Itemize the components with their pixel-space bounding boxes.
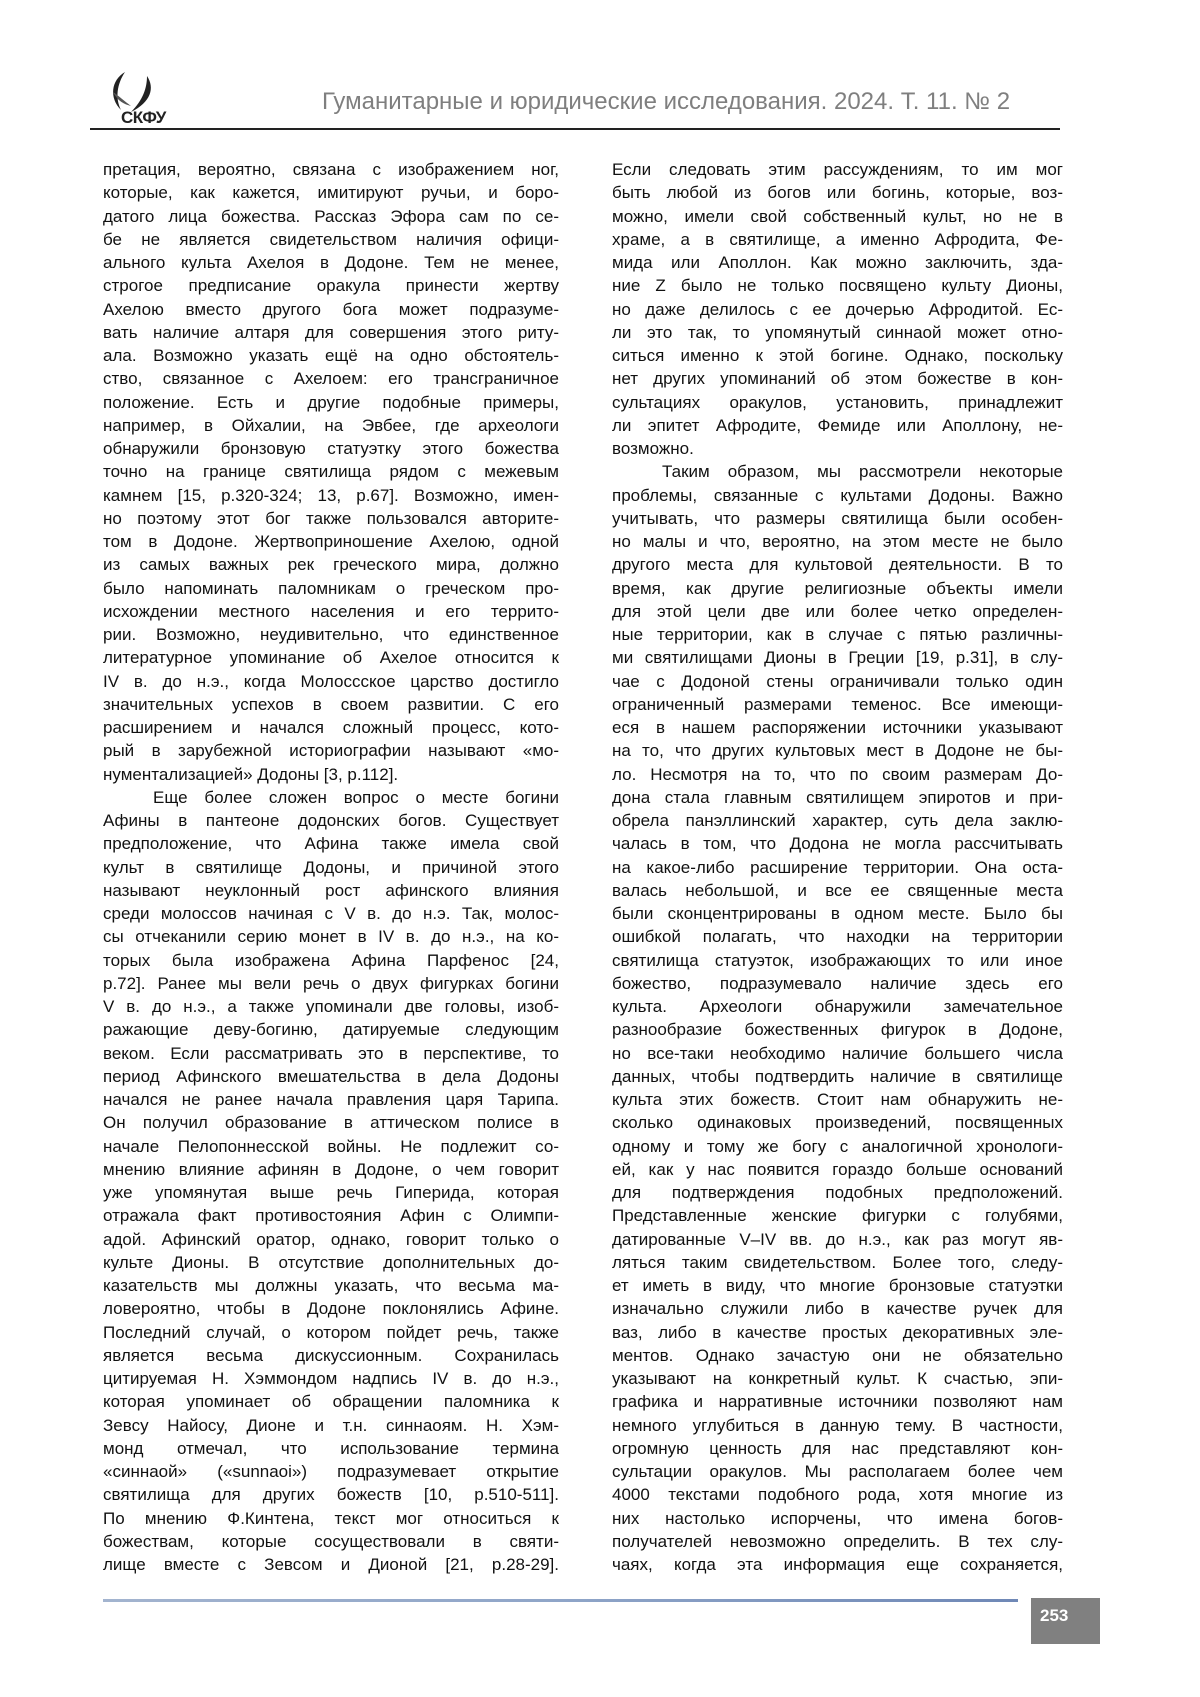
text-line: ошибкой полагать, что находки на территории (612, 925, 1063, 948)
text-line: но все-таки необходимо наличие большего числа (612, 1042, 1063, 1065)
text-line: них настолько испорчены, что имена богов- (612, 1507, 1063, 1530)
text-line: среди молоссов начиная с V в. до н.э. Так, молос- (103, 902, 559, 925)
text-line: датого лица божества. Рассказ Эфора сам по се- (103, 205, 559, 228)
text-line: возможно. (612, 437, 1063, 460)
text-line: 4000 текстами подобного рода, хотя многие из (612, 1483, 1063, 1506)
text-line: данных, чтобы подтвердить наличие в святилище (612, 1065, 1063, 1088)
text-line: например, в Ойхалии, на Эвбее, где археологи (103, 414, 559, 437)
text-line: божество, подразумевало наличие здесь его (612, 972, 1063, 995)
text-line: для подтверждения подобных предположений. (612, 1181, 1063, 1204)
text-line: чае с Додоной стены ограничивали только один (612, 670, 1063, 693)
text-line: рии. Возможно, неудивительно, что единственное (103, 623, 559, 646)
text-line: ей, как у нас появится гораздо больше оснований (612, 1158, 1063, 1181)
text-line: Он получил образование в аттическом полисе в (103, 1111, 559, 1134)
paragraph (103, 786, 559, 1577)
text-line: валась небольшой, и все ее священные места (612, 879, 1063, 902)
text-line: ограниченный размерами теменос. Все имеющи- (612, 693, 1063, 716)
text-line: ло. Несмотря на то, что по своим размерам До- (612, 763, 1063, 786)
text-line: культе Дионы. В отсутствие дополнительных до- (103, 1251, 559, 1274)
text-line: ляться таким свидетельством. Более того, следу- (612, 1251, 1063, 1274)
text-line: ситься именно к этой богине. Однако, поскольку (612, 344, 1063, 367)
header-divider (90, 128, 1060, 130)
text-line: адой. Афинский оратор, однако, говорит только о (103, 1228, 559, 1251)
text-line: было напоминать паломникам о греческом про- (103, 577, 559, 600)
text-line: лище вместе с Зевсом и Дионой [21, p.28-29]. (103, 1553, 559, 1576)
text-line: дона стала главным святилищем эпиротов и при- (612, 786, 1063, 809)
text-line: предположение, что Афина также имела свой (103, 832, 559, 855)
text-line: монд отмечал, что использование термина (103, 1437, 559, 1460)
text-line: проблемы, связанные с культами Додоны. Важно (612, 484, 1063, 507)
text-line: Представленные женские фигурки с голубями, (612, 1204, 1063, 1227)
university-logo (103, 70, 175, 128)
text-line: нет других упоминаний об этом божестве в кон- (612, 367, 1063, 390)
text-line: Еще более сложен вопрос о месте богини (103, 786, 559, 809)
text-line: ние Z было не только посвящено культу Дионы, (612, 274, 1063, 297)
text-line: культа. Археологи обнаружили замечательное (612, 995, 1063, 1018)
text-line: время, как другие религиозные объекты имели (612, 577, 1063, 600)
text-line: Таким образом, мы рассмотрели некоторые (612, 460, 1063, 483)
text-line: другого места для культовой деятельности. В то (612, 553, 1063, 576)
text-line: вать наличие алтаря для совершения этого риту- (103, 321, 559, 344)
text-line: нументализацией» Додоны [3, p.112]. (103, 763, 559, 786)
text-line: V в. до н.э., а также упоминали две головы, изоб- (103, 995, 559, 1018)
text-line: чалась в том, что Додона не могла рассчитывать (612, 832, 1063, 855)
text-line: быть любой из богов или богинь, которые, воз- (612, 181, 1063, 204)
text-line: Афины в пантеоне додонских богов. Существует (103, 809, 559, 832)
text-line: называют неуклонный рост афинского влияния (103, 879, 559, 902)
text-line: ального культа Ахелоя в Додоне. Тем не менее, (103, 251, 559, 274)
text-line: исхождении местного населения и его террито- (103, 600, 559, 623)
text-line: святилища статуэток, изображающих то или иное (612, 949, 1063, 972)
text-line: божествам, которые сосуществовали в святи- (103, 1530, 559, 1553)
text-line: для этой цели две или более четко определен- (612, 600, 1063, 623)
text-line: но малы и что, вероятно, на этом месте не было (612, 530, 1063, 553)
text-line: культа этих божеств. Стоит нам обнаружить не- (612, 1088, 1063, 1111)
text-line: претация, вероятно, связана с изображением ног, (103, 158, 559, 181)
text-line: «синнаой» («sunnaoi») подразумевает открытие (103, 1460, 559, 1483)
text-line: камнем [15, p.320-324; 13, p.67]. Возможно, имен- (103, 484, 559, 507)
text-line: обрела панэллинский характер, суть дела заклю- (612, 809, 1063, 832)
text-line: казательств мы должны указать, что весьма ма- (103, 1274, 559, 1297)
text-line: но поэтому этот бог также пользовался авторите- (103, 507, 559, 530)
text-line: изначально служили либо в качестве ручек для (612, 1297, 1063, 1320)
text-line: сы отчеканили серию монет в IV в. до н.э., на ко- (103, 925, 559, 948)
text-line: можно, имели свой собственный культ, но не в (612, 205, 1063, 228)
text-line: получателей невозможно определить. В тех слу- (612, 1530, 1063, 1553)
text-line: мида или Аполлон. Как можно заключить, зда- (612, 251, 1063, 274)
text-line: ли это так, то упомянутый синнаой может отно- (612, 321, 1063, 344)
text-line: огромную ценность для нас представляют кон- (612, 1437, 1063, 1460)
right-column (612, 158, 1063, 1576)
text-line: но даже делилось с ее дочерью Афродитой. Ес- (612, 298, 1063, 321)
text-line: сультациях оракулов, установить, принадлежит (612, 391, 1063, 414)
text-line: Зевсу Найосу, Дионе и т.н. синнаоям. Н. Хэм- (103, 1414, 559, 1437)
text-line: культ в святилище Додоны, и причиной этого (103, 856, 559, 879)
text-line: на какое-либо расширение территории. Она оста- (612, 856, 1063, 879)
text-line: еся в нашем распоряжении источники указывают (612, 716, 1063, 739)
text-line: Ахелою вместо другого бога может подразуме- (103, 298, 559, 321)
text-line: точно на границе святилища рядом с межевым (103, 460, 559, 483)
text-line: ментов. Однако зачастую они не обязательно (612, 1344, 1063, 1367)
text-line: рый в зарубежной историографии называют «мо- (103, 739, 559, 762)
text-line: период Афинского вмешательства в дела Додоны (103, 1065, 559, 1088)
text-line: Если следовать этим рассуждениям, то им мог (612, 158, 1063, 181)
text-line: отражала факт противостояния Афин с Олимпи- (103, 1204, 559, 1227)
text-line: святилища для других божеств [10, p.510-511]. (103, 1483, 559, 1506)
text-line: цитируемая Н. Хэммондом надпись IV в. до н.э., (103, 1367, 559, 1390)
text-line: ные территории, как в случае с пятью различны- (612, 623, 1063, 646)
text-line: По мнению Ф.Кинтена, текст мог относиться к (103, 1507, 559, 1530)
text-line: является весьма дискуссионным. Сохранилась (103, 1344, 559, 1367)
text-line: ет иметь в виду, что многие бронзовые статуэтки (612, 1274, 1063, 1297)
text-line: p.72]. Ранее мы вели речь о двух фигурках богини (103, 972, 559, 995)
text-line: начале Пелопоннесской войны. Не подлежит со- (103, 1135, 559, 1158)
text-line: разнообразие божественных фигурок в Додоне, (612, 1018, 1063, 1041)
text-line: ли эпитет Афродите, Фемиде или Аполлону, не- (612, 414, 1063, 437)
footer-divider (103, 1599, 1018, 1602)
paragraph (612, 158, 1063, 460)
text-line: ство, связанное с Ахелоем: его трансграничное (103, 367, 559, 390)
paragraph (103, 158, 559, 786)
logo-text: СКФУ (121, 108, 166, 128)
text-line: том в Додоне. Жертвоприношение Ахелою, одной (103, 530, 559, 553)
text-line: одному и тому же богу с аналогичной хронологи- (612, 1135, 1063, 1158)
text-line: которая упоминает об обращении паломника к (103, 1390, 559, 1413)
left-column (103, 158, 559, 1576)
text-line: ражающие деву-богиню, датируемые следующим (103, 1018, 559, 1041)
text-line: графика и нарративные источники позволяют нам (612, 1390, 1063, 1413)
journal-title: Гуманитарные и юридические исследования. 2024. Т. 11. № 2 (322, 88, 1010, 116)
page-number: 253 (1031, 1598, 1100, 1644)
text-line: мнению влияние афинян в Додоне, о чем говорит (103, 1158, 559, 1181)
text-line: Последний случай, о котором пойдет речь, также (103, 1321, 559, 1344)
text-line: сультации оракулов. Мы располагаем более чем (612, 1460, 1063, 1483)
text-line: бе не является свидетельством наличия офици- (103, 228, 559, 251)
text-line: датированные V–IV вв. до н.э., как раз могут яв- (612, 1228, 1063, 1251)
paragraph (612, 460, 1063, 1576)
text-line: ала. Возможно указать ещё на одно обстоятель- (103, 344, 559, 367)
text-line: ловероятно, чтобы в Додоне поклонялись Афине. (103, 1297, 559, 1320)
text-line: IV в. до н.э., когда Молосcское царство достигло (103, 670, 559, 693)
text-line: веком. Если рассматривать это в перспективе, то (103, 1042, 559, 1065)
text-line: литературное упоминание об Ахелое относится к (103, 646, 559, 669)
text-line: ваз, либо в качестве простых декоративных эле- (612, 1321, 1063, 1344)
text-line: указывают на конкретный культ. К счастью, эпи- (612, 1367, 1063, 1390)
text-line: ми святилищами Дионы в Греции [19, p.31], в слу- (612, 646, 1063, 669)
text-line: из самых важных рек греческого мира, должно (103, 553, 559, 576)
text-line: начался не ранее начала правления царя Тарипа. (103, 1088, 559, 1111)
text-line: расширением и начался сложный процесс, кото- (103, 716, 559, 739)
text-line: немного углубиться в данную тему. В частности, (612, 1414, 1063, 1437)
text-line: учитывать, что размеры святилища были особен- (612, 507, 1063, 530)
text-line: строгое предписание оракула принести жертву (103, 274, 559, 297)
text-line: храме, а в святилище, а именно Афродита, Фе- (612, 228, 1063, 251)
text-line: обнаружили бронзовую статуэтку этого божества (103, 437, 559, 460)
text-line: сколько одинаковых произведений, посвященных (612, 1111, 1063, 1134)
text-line: на то, что других культовых мест в Додоне не бы- (612, 739, 1063, 762)
text-line: чаях, когда эта информация еще сохраняется, (612, 1553, 1063, 1576)
text-line: положение. Есть и другие подобные примеры, (103, 391, 559, 414)
text-line: которые, как кажется, имитируют ручьи, и боро- (103, 181, 559, 204)
text-line: значительных успехов в своем развитии. С его (103, 693, 559, 716)
text-line: уже упомянутая выше речь Гиперида, которая (103, 1181, 559, 1204)
text-line: торых была изображена Афина Парфенос [24, (103, 949, 559, 972)
text-line: были сконцентрированы в одном месте. Было бы (612, 902, 1063, 925)
